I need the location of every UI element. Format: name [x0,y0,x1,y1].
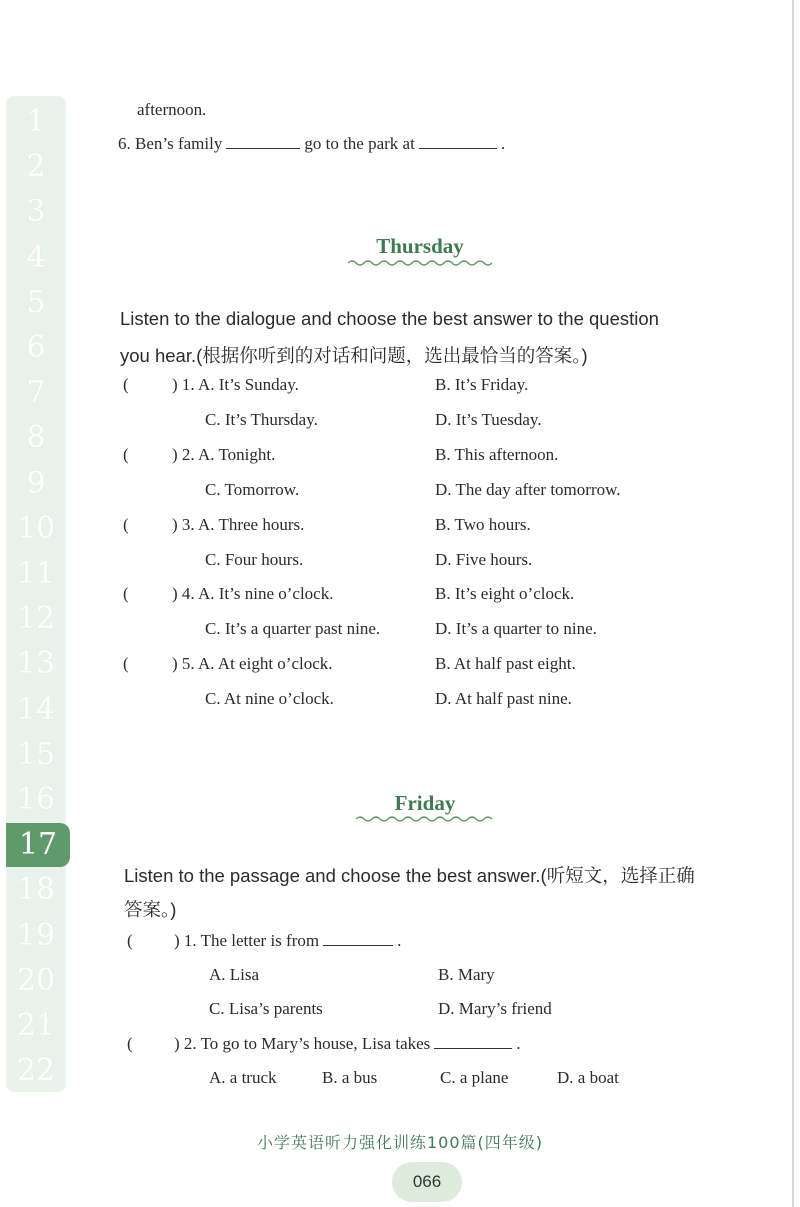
chapter-tab-3[interactable]: 3 [26,194,46,230]
option-b: B. This afternoon. [435,445,559,464]
chapter-tab-1[interactable]: 1 [26,104,46,139]
chapter-tab-4[interactable]: 4 [26,239,46,275]
question-5-option-a: ) 5. A. At eight o’clock. [172,654,333,673]
option-b: B. At half past eight. [435,654,576,673]
option-d: D. Mary’s friend [438,999,552,1018]
previous-question-continuation: afternoon. [137,100,207,119]
title-wave-decoration [348,258,494,268]
option-c: C. Tomorrow. [205,480,300,499]
chapter-tab-20[interactable]: 20 [16,962,56,998]
chapter-tab-7[interactable]: 7 [26,375,46,411]
chapter-tab-5[interactable]: 5 [26,284,46,320]
answer-paren-open: ( [123,654,129,673]
option-c: C. At nine o’clock. [205,689,334,708]
option-d: D. At half past nine. [435,689,572,708]
answer-blank[interactable] [434,1048,512,1049]
question-6-text-mid: go to the park at [304,134,415,153]
option-d: D. It’s a quarter to nine. [435,619,597,638]
friday-instruction-line-2: 答案。) [124,899,177,920]
answer-blank[interactable] [323,945,393,946]
option-c: C. It’s Thursday. [205,410,318,429]
title-wave-decoration [356,814,494,824]
section-title-friday: Friday [394,791,456,815]
chapter-tab-14[interactable]: 14 [16,691,56,727]
chapter-tab-6[interactable]: 6 [26,330,46,365]
option-c: C. a plane [440,1068,509,1087]
answer-paren-open: ( [123,515,129,534]
option-a: A. a truck [209,1068,277,1087]
instruction-line-2: you hear.(根据你听到的对话和问题，选出最恰当的答案。) [120,345,588,366]
answer-blank[interactable] [419,148,497,149]
question-1-option-a: ) 1. A. It’s Sunday. [172,375,299,394]
chapter-tab-10[interactable]: 10 [16,510,56,546]
chapter-tab-16[interactable]: 16 [16,782,56,817]
chapter-tab-22[interactable]: 22 [16,1053,56,1089]
instruction-line-1: Listen to the dialogue and choose the best answer to the question [120,308,659,329]
chapter-tab-18[interactable]: 18 [16,872,56,908]
option-c: C. Four hours. [205,550,304,569]
option-d: D. It’s Tuesday. [435,410,542,429]
answer-paren-open: ( [123,375,129,394]
option-d: D. Five hours. [435,550,533,569]
chapter-tab-12[interactable]: 12 [16,601,56,637]
question-3-option-a: ) 3. A. Three hours. [172,515,305,534]
chapter-tab-9[interactable]: 9 [26,465,46,501]
option-c: C. Lisa’s parents [209,999,323,1018]
option-c: C. It’s a quarter past nine. [205,619,381,638]
option-d: D. a boat [557,1068,619,1087]
friday-question-1-text: ) 1. The letter is from [174,931,320,950]
option-b: B. It’s Friday. [435,375,529,394]
chapter-tab-15[interactable]: 15 [16,736,56,772]
book-title: 小学英语听力强化训练100篇(四年级) [256,1133,544,1152]
answer-paren-open: ( [123,445,129,464]
chapter-tab-21[interactable]: 21 [16,1008,56,1043]
option-d: D. The day after tomorrow. [435,480,621,499]
section-title-thursday: Thursday [376,234,464,258]
question-4-option-a: ) 4. A. It’s nine o’clock. [172,584,334,603]
answer-paren-open: ( [123,584,129,603]
chapter-tab-11[interactable]: 11 [16,556,56,591]
friday-question-2 [174,1034,521,1054]
page-edge [792,0,794,1207]
option-b: B. Two hours. [435,515,531,534]
option-a: A. Lisa [209,965,260,984]
answer-paren-open: ( [127,931,133,950]
friday-instruction-line-1: Listen to the passage and choose the best answer.(听短文，选择正确 [124,865,695,886]
friday-question-1-end: . [397,931,402,950]
option-b: B. a bus [322,1068,378,1087]
question-6 [118,134,505,154]
friday-question-1 [174,931,401,951]
chapter-tab-19[interactable]: 19 [16,917,56,953]
page-number: 066 [392,1162,462,1202]
friday-question-2-end: . [516,1034,521,1053]
question-6-end: . [500,134,506,153]
question-2-option-a: ) 2. A. Tonight. [172,445,276,464]
chapter-tab-8[interactable]: 8 [26,420,46,456]
answer-paren-open: ( [127,1034,133,1053]
question-6-text: 6. Ben’s family [118,134,223,153]
chapter-tab-2[interactable]: 2 [26,149,46,185]
chapter-tab-17[interactable]: 17 [6,823,70,867]
friday-question-2-text: ) 2. To go to Mary’s house, Lisa takes [174,1034,431,1053]
chapter-tab-13[interactable]: 13 [16,646,56,682]
option-b: B. It’s eight o’clock. [435,584,575,603]
answer-blank[interactable] [226,148,300,149]
option-b: B. Mary [438,965,495,984]
